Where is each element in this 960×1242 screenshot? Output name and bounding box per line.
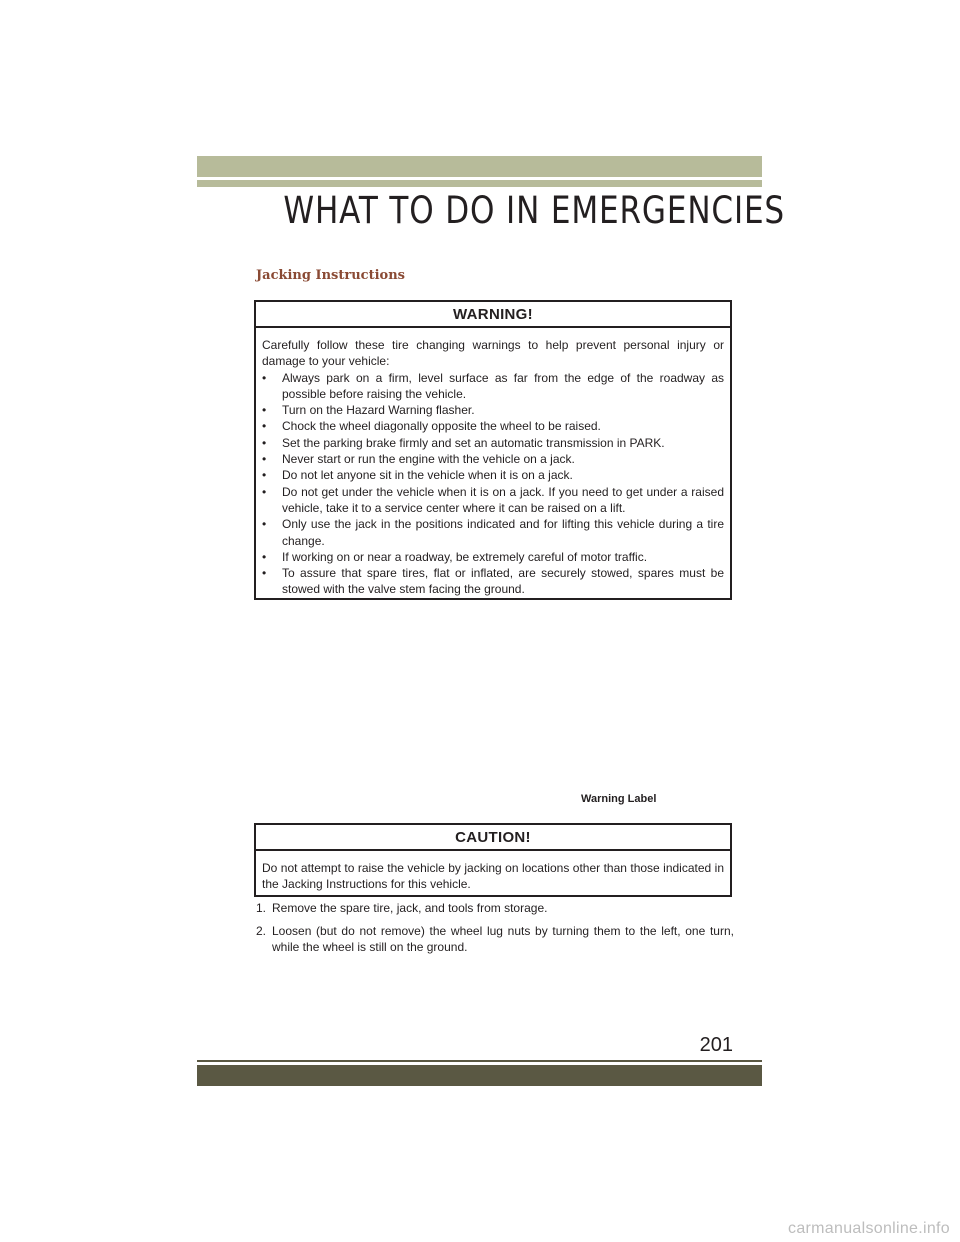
warning-body: [256, 328, 730, 604]
warning-item: • Never start or run the engine with the vehicle on a jack.: [262, 451, 724, 467]
step-item: [256, 923, 734, 955]
watermark: carmanualsonline.info: [788, 1220, 950, 1237]
section-title: WHAT TO DO IN EMERGENCIES: [283, 189, 786, 232]
warning-item: • Do not let anyone sit in the vehicle when it is on a jack.: [262, 467, 724, 483]
warning-intro: Carefully follow these tire changing warnings to help prevent personal injury or damage to your vehicle:: [262, 338, 724, 369]
warning-item: • Turn on the Hazard Warning flasher.: [262, 402, 724, 418]
footer-band: [197, 1065, 762, 1086]
footer-line: [197, 1060, 762, 1062]
warning-item: • Do not get under the vehicle when it is on a jack. If you need to get under a raised vehicle, take it to a service center where it can be raised on a lift.: [262, 484, 724, 517]
page-number: 201: [699, 1034, 733, 1056]
header-band: [197, 156, 762, 177]
subheading-jacking-instructions: Jacking Instructions: [256, 268, 405, 283]
warning-item: • Set the parking brake firmly and set an automatic transmission in PARK.: [262, 435, 724, 451]
caution-box: [254, 823, 732, 897]
warning-item: • Always park on a firm, level surface as far from the edge of the roadway as possible before raising the vehicle.: [262, 370, 724, 403]
step-item: [256, 900, 734, 916]
warning-title: WARNING!: [256, 302, 730, 328]
step-number: 2.: [256, 924, 267, 938]
step-number: 1.: [256, 901, 267, 915]
warning-item: • Only use the jack in the positions indicated and for lifting this vehicle during a tire change.: [262, 516, 724, 549]
step-text: Loosen (but do not remove) the wheel lug nuts by turning them to the left, one turn, while the wheel is still on the ground.: [272, 924, 734, 954]
warning-item: • If working on or near a roadway, be extremely careful of motor traffic.: [262, 549, 724, 565]
warning-box: [254, 300, 732, 600]
warning-item: • To assure that spare tires, flat or inflated, are securely stowed, spares must be stowed with the valve stem facing the ground.: [262, 565, 724, 598]
warning-item: • Chock the wheel diagonally opposite the wheel to be raised.: [262, 418, 724, 434]
figure-caption: Warning Label: [581, 793, 657, 805]
caution-title: CAUTION!: [256, 825, 730, 851]
warning-list: [262, 370, 724, 598]
step-list: [256, 900, 734, 962]
step-text: Remove the spare tire, jack, and tools from storage.: [272, 901, 548, 915]
caution-text: Do not attempt to raise the vehicle by jacking on locations other than those indicated in the Jacking Instructions for this vehicle.: [262, 861, 724, 892]
